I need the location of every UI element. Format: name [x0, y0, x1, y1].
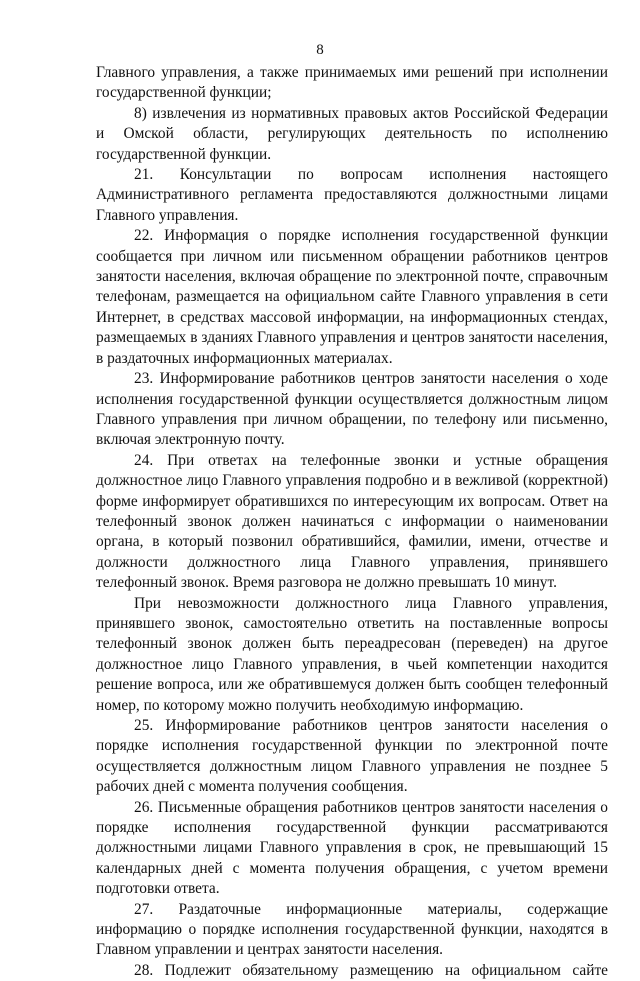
paragraph: 26. Письменные обращения работников центров занятости населения о порядке исполнения государственной функции рассматриваются должностными лицами Главного управления в срок, не превышающий 15 календарных дней с момента получения обращения, с учетом времени подготовки ответа.: [96, 798, 608, 898]
paragraph: 8) извлечения из нормативных правовых актов Российской Федерации и Омской области, регулирующих деятельность по исполнению государственной функции.: [96, 104, 608, 163]
paragraph: При невозможности должностного лица Главного управления, принявшего звонок, самостоятельно ответить на поставленные вопросы телефонный звонок должен быть переадресован (переведен) на другое должностное лицо Главного управления, в чьей компетенции находится решение вопроса, или же обратившемуся должен быть сообщен телефонный номер, по которому можно получить необходимую информацию.: [96, 594, 608, 714]
paragraph: 28. Подлежит обязательному размещению на официальном сайте: [134, 961, 608, 979]
document-body: [96, 63, 608, 981]
page-number: 8: [316, 42, 324, 58]
paragraph: 25. Информирование работников центров занятости населения о порядке исполнения государственной функции по электронной почте осуществляется должностным лицом Главного управления не позднее 5 рабочих дней с момента получения сообщения.: [96, 717, 608, 796]
paragraph: 24. При ответах на телефонные звонки и устные обращения должностное лицо Главного управления подробно и в вежливой (корректной) форме информирует обратившихся по интересующим их вопросам. Ответ на телефонный звонок должен начинаться с информации о наименовании органа, в который позвонил обратившийся, фамилии, имени, отчестве и должности должностного лица Главного управления, принявшего телефонный звонок. Время разговора не должно превышать 10 минут.: [96, 451, 608, 592]
paragraph: 22. Информация о порядке исполнения государственной функции сообщается при личном или письменном обращении работников центров занятости населения, включая обращение по электронной почте, справочным телефонам, размещается на официальном сайте Главного управления в сети Интернет, в средствах массовой информации, на информационных стендах, размещаемых в зданиях Главного управления и центров занятости населения, в раздаточных информационных материалах.: [96, 227, 608, 367]
paragraph: 23. Информирование работников центров занятости населения о ходе исполнения государственной функции осуществляется должностным лицом Главного управления при личном обращении, по телефону или письменно, включая электронную почту.: [96, 370, 608, 449]
continued-paragraph: Главного управления, а также принимаемых ими решений при исполнении государственной функции;: [96, 64, 608, 102]
paragraph: 27. Раздаточные информационные материалы, содержащие информацию о порядке исполнения государственной функции, находятся в Главном управлении и центрах занятости населения.: [96, 900, 608, 959]
paragraph: 21. Консультации по вопросам исполнения настоящего Административного регламента предоставляются должностными лицами Главного управления.: [96, 166, 608, 224]
